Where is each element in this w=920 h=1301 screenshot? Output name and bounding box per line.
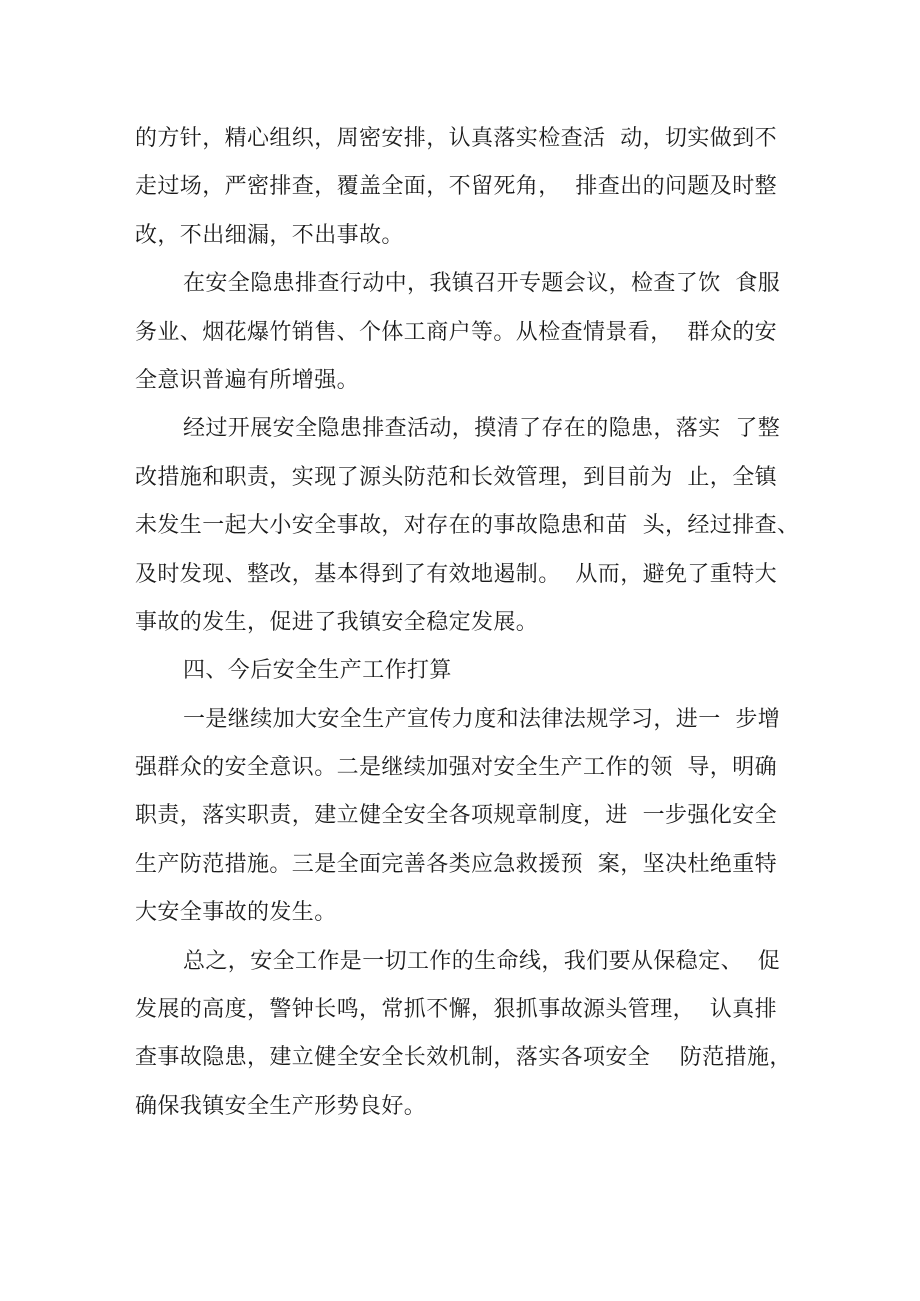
document-body [135, 115, 800, 1131]
paragraph-3 [135, 405, 800, 647]
paragraph-line: 及时发现、整改，基本得到了有效地遏制。 从而，避免了重特大 [135, 561, 777, 587]
paragraph-line: 确保我镇安全生产形势良好。 [135, 1093, 427, 1119]
paragraph-line: 在安全隐患排查行动中，我镇召开专题会议，检查了饮 食服 [183, 271, 781, 297]
paragraph-line: 总之，安全工作是一切工作的生命线，我们要从保稳定、 促 [183, 948, 781, 974]
paragraph-line: 的方针，精心组织，周密安排，认真落实检查活 动，切实做到不 [135, 126, 777, 151]
paragraph-line: 发展的高度，警钟长鸣，常抓不懈，狠抓事故源头管理， 认真排 [135, 997, 777, 1023]
paragraph-5 [135, 696, 795, 938]
paragraph-line: 未发生一起大小安全事故，对存在的事故隐患和苗 头，经过排查、 [135, 513, 800, 539]
paragraph-1 [135, 115, 795, 260]
paragraph-6 [135, 938, 795, 1132]
paragraph-line: 职责，落实职责，建立健全安全各项规章制度，进 一步强化安全 [135, 803, 777, 829]
paragraph-line: 改，不出细漏，不出事故。 [135, 222, 404, 248]
paragraph-line: 走过场，严密排查，覆盖全面，不留死角， 排查出的问题及时整 [135, 174, 777, 200]
paragraph-line: 全意识普遍有所增强。 [135, 367, 360, 393]
paragraph-line: 一是继续加大安全生产宣传力度和法律法规学习，进一 步增 [183, 706, 781, 732]
paragraph-line: 查事故隐患，建立健全安全长效机制，落实各项安全 防范措施， [135, 1045, 792, 1071]
paragraph-line: 改措施和职责，实现了源头防范和长效管理，到目前为 止，全镇 [135, 464, 777, 490]
section-heading [135, 647, 795, 695]
paragraph-line: 事故的发生，促进了我镇安全稳定发展。 [135, 609, 539, 635]
paragraph-line: 经过开展安全隐患排查活动，摸清了存在的隐患，落实 了整 [183, 416, 781, 442]
paragraph-line: 大安全事故的发生。 [135, 900, 337, 926]
section-heading-text: 四、今后安全生产工作打算 [183, 658, 452, 684]
paragraph-line: 生产防范措施。三是全面完善各类应急救援预 案，坚决杜绝重特 [135, 851, 777, 877]
paragraph-2 [135, 260, 795, 405]
paragraph-line: 务业、烟花爆竹销售、个体工商户等。从检查情景看， 群众的安 [135, 319, 777, 345]
paragraph-line: 强群众的安全意识。二是继续加强对安全生产工作的领 导，明确 [135, 755, 777, 781]
